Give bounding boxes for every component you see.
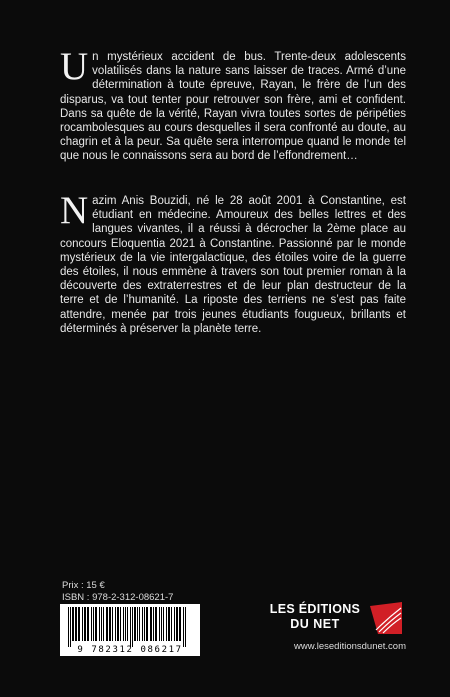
isbn-label: ISBN : 978-2-312-08621-7 <box>62 592 174 603</box>
author-bio-text: azim Anis Bouzidi, né le 28 août 2001 à Constantine, est étudiant en médecine. Amoureux des belles lettres et des langues vivantes, il a réussi à décrocher la 2ème place au concours Eloquentia 2021 à Constantine. Passionné par le monde mystérieux de la vie intergalactique, des étoiles voire de la guerre des étoiles, il nous emmène à travers son tout premier roman à la découverte des extraterrestres et de leur plan destructeur de la terre et de l’humanité. La riposte des terriens ne s’est pas faite attendre, menée par trois jeunes étudiants fougueux, brillants et déterminés à préserver la planète terre. <box>60 195 406 335</box>
publisher-url: www.leseditionsdunet.com <box>294 641 406 652</box>
publisher-emblem-icon <box>368 600 404 636</box>
author-bio-dropcap: N <box>60 189 89 232</box>
price-label: Prix : 15 € <box>62 580 105 591</box>
synopsis-paragraph <box>60 45 406 164</box>
synopsis-dropcap: U <box>60 45 89 88</box>
synopsis-text: n mystérieux accident de bus. Trente-deux adolescents volatilisés dans la nature sans laisser de traces. Armé d’une détermination à toute épreuve, Rayan, le frère de l’un des disparus, va tout tenter pour retrouver son frère, ami et confident. Dans sa quête de la vérité, Rayan vivra toutes sortes de péripéties rocambolesques au cours desquelles il sera confronté au doute, au chagrin et à la peur. Sa quête sera interrompue quand le monde tel que nous le connaissons sera au bord de l’effondrement… <box>60 51 406 163</box>
publisher-name-line1: LES ÉDITIONS <box>269 602 361 616</box>
publisher-logo <box>266 600 406 636</box>
publisher-name-line2: DU NET <box>290 617 340 631</box>
barcode-digits: 9 782312 086217 <box>77 645 183 655</box>
barcode <box>60 604 200 656</box>
author-bio-paragraph <box>60 189 406 336</box>
